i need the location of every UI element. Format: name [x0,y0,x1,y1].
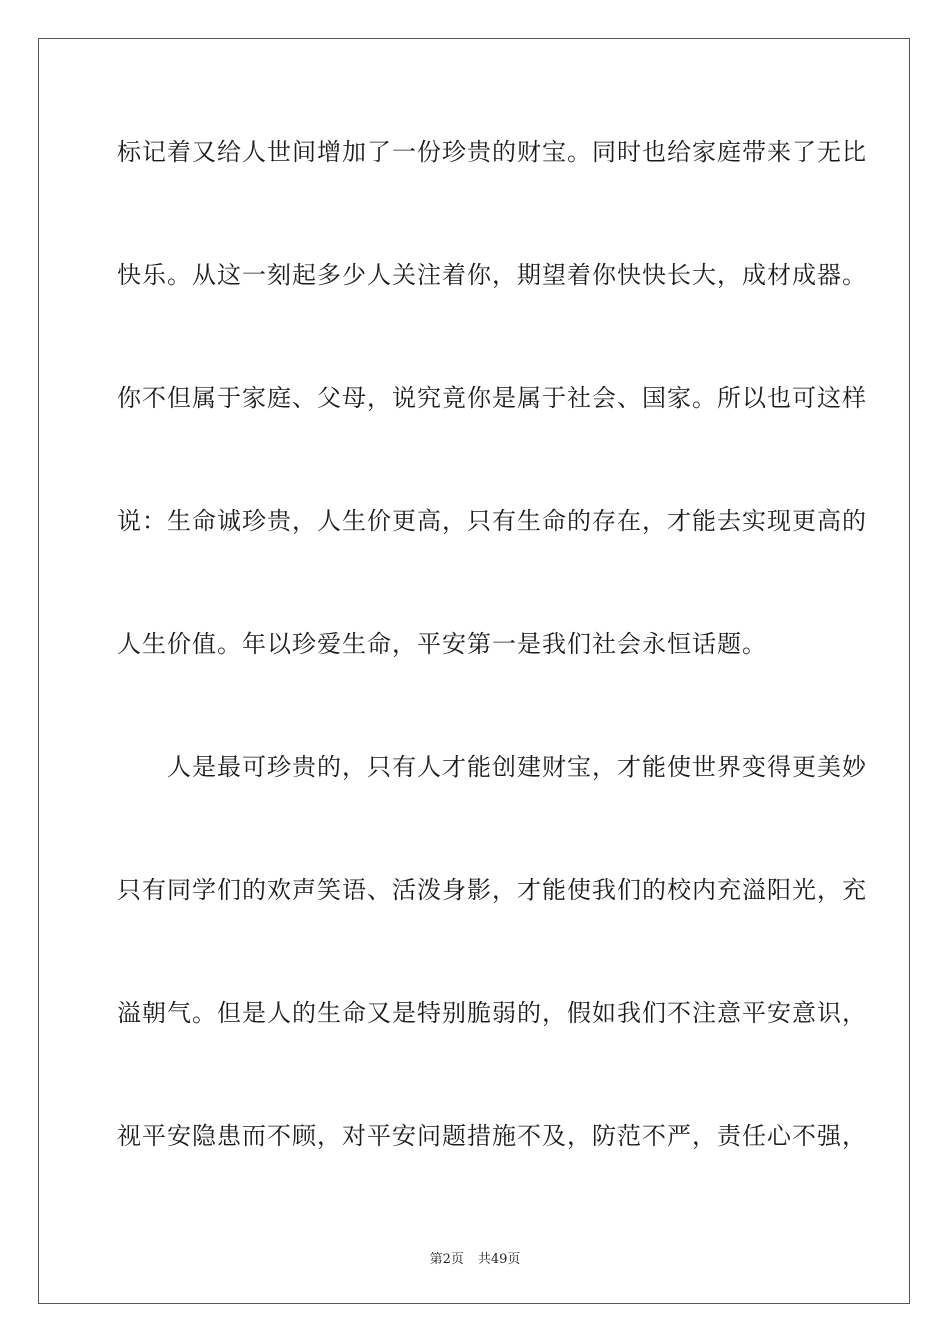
text-line: 人生价值。年以珍爱生命，平安第一是我们社会永恒话题。 [117,630,767,658]
text-line: 标记着又给人世间增加了一份珍贵的财宝。同时也给家庭带来了无比 [117,138,867,166]
text-line: 人是最可珍贵的，只有人才能创建财宝，才能使世界变得更美妙 [117,753,867,781]
text-line: 视平安隐患而不顾，对平安问题措施不及，防范不严，责任心不强， [117,1122,867,1150]
text-line: 只有同学们的欢声笑语、活泼身影，才能使我们的校内充溢阳光，充 [117,876,867,904]
page-footer [0,1248,950,1267]
text-line: 溢朝气。但是人的生命又是特别脆弱的，假如我们不注意平安意识， [117,999,867,1027]
text-line: 你不但属于家庭、父母，说究竟你是属于社会、国家。所以也可这样 [117,384,867,412]
page-border [38,38,910,1304]
text-line: 说：生命诚珍贵，人生价更高，只有生命的存在，才能去实现更高的 [117,507,867,535]
total-pages: 共49页 [477,1252,521,1267]
page-number: 第2页 [429,1252,464,1267]
text-line: 快乐。从这一刻起多少人关注着你，期望着你快快长大，成材成器。 [117,261,867,289]
